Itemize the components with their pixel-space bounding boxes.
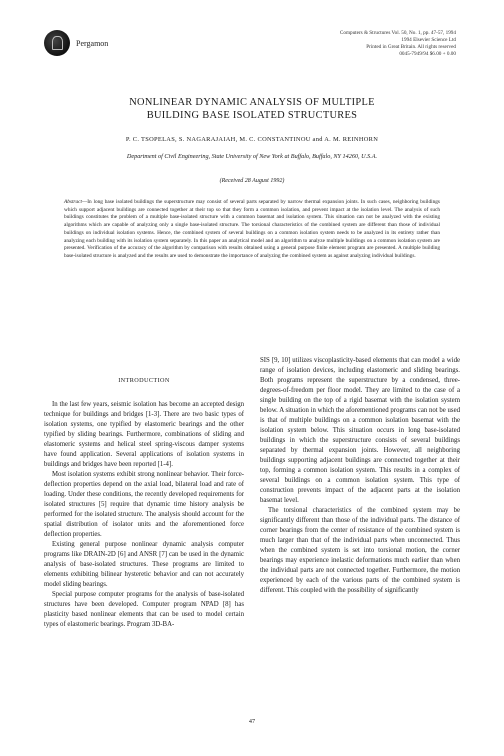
title-line: NONLINEAR DYNAMIC ANALYSIS OF MULTIPLE: [129, 97, 375, 108]
authors: P. C. TSOPELAS, S. NAGARAJAIAH, M. C. CONSTANTINOU and A. M. REINHORN: [125, 136, 379, 143]
paragraph: The torsional characteristics of the combined system may be significantly different than those of the individual parts. The distance of corner bearings from the center of resistance of the combined system is much larger than that of the individual parts when unconnected. Thus when the combined system is set into torsional motion, the corner bearings may experience inelastic deformations much earlier than when the individual parts are not connected together. Furthermore, the motion experienced by each of the various parts of the combined system is different. This coupled with the possibility of significantly: [260, 507, 460, 594]
left-column: [44, 376, 244, 630]
title-line: BUILDING BASE ISOLATED STRUCTURES: [146, 110, 358, 121]
abstract-label: Abstract: [64, 199, 82, 205]
paragraph: In the last few years, seismic isolation has become an accepted design technique for buildings and bridges [1-3]. There are two basic types of isolation systems, one typified by elastomeric bearings and the other typified by sliding bearings. Furthermore, combinations of sliding and elastomeric systems and helical steel spring-viscous damper systems have found application. Several applications of isolation systems in buildings and bridges have been reported [1-4].: [44, 401, 244, 468]
section-heading-introduction: INTRODUCTION: [118, 377, 170, 384]
paragraph: Existing general purpose nonlinear dynamic analysis computer programs like DRAIN-2D [6] and ANSR [7] can be used in the dynamic analysis of base-isolated structures. These programs are limited to elements exhibiting bilinear hysteretic behavior and can not accurately model sliding bearings.: [44, 541, 244, 588]
paper-title: [44, 96, 460, 122]
right-column: [260, 356, 460, 596]
journal-line: Printed in Great Britain. All rights reserved: [366, 44, 456, 50]
journal-info: [306, 30, 456, 58]
abstract-text: In long base isolated buildings the superstructure may consist of several parts separated by narrow thermal expansion joints. In such cases, neighboring buildings which support adjacent buildings are connected together at their top so that they form a common isolation, and prevent impact at the isolation level. The analysis of such buildings constitutes the problem of a multiple base-isolated structure with a common basemat and isolation system. This situation can not be analyzed with the existing algorithms which are capable of analyzing only a single base-isolated structure. The torsional characteristics of the combined system are different than those of individual buildings on individual isolation systems. Hence, the combined system of several buildings on a common isolation system needs to be analyzed in its entirety rather than analyzing each building with its isolation system separately. In this paper an analytical model and an algorithm to analyze multiple buildings on a common isolation system are presented. Verification of the accuracy of the algorithm by comparison with results obtained using a general purpose finite element program are presented. A multiple building base-isolated structure is analyzed and the results are used to demonstrate the importance of analyzing the combined system as against analyzing individual buildings.: [64, 199, 440, 259]
affiliation: Department of Civil Engineering, State University of New York at Buffalo, Buffalo, NY 14260, U.S.A.: [126, 153, 378, 160]
journal-line: Computers & Structures Vol. 50, No. 1, pp. 47-57, 1994: [339, 30, 456, 36]
received-date: (Received 28 August 1992): [219, 178, 285, 184]
paragraph: SIS [9, 10] utilizes viscoplasticity-based elements that can model a wide range of isolation devices, including elastomeric and sliding bearings. Both programs represent the superstructure by a condensed, three-degrees-of-freedom per floor model. They are limited to the case of a single building on the top of a rigid basemat with the isolation system below. A situation in which the aforementioned programs can not be used is that of multiple buildings on a common isolation basemat with the isolation system below. This situation occurs in long base-isolated buildings in which the superstructure consists of several buildings separated by thermal expansion joints. However, all neighboring buildings supporting adjacent buildings are connected together at their top, forming a common isolation system. This results in a complex of several buildings on a common isolation system. This type of construction prevents impact of the adjacent parts at the isolation basemat level.: [260, 357, 460, 504]
publisher-logo-group: [44, 30, 108, 56]
journal-line: 0045-7949/94 $6.00 + 0.00: [399, 51, 456, 57]
publisher-name: Pergamon: [76, 38, 109, 48]
paragraph: Special purpose computer programs for the analysis of base-isolated structures have been developed. Computer program NPAD [8] has plasticity based nonlinear elements that can be used to model certain types of elastomeric bearings. Program 3D-BA-: [44, 591, 244, 628]
pergamon-logo-icon: [44, 30, 70, 56]
paragraph: Most isolation systems exhibit strong nonlinear behavior. Their force-deflection properties depend on the axial load, bilateral load and rate of loading. Under these conditions, the recently developed requirements for isolated structures [5] require that dynamic time history analysis be performed for the isolated structure. The analysis should account for the spatial distribution of isolator units and the aforementioned force deflection properties.: [44, 471, 244, 538]
page-number: 47: [248, 718, 256, 725]
journal-line: 1994 Elsevier Science Ltd: [401, 37, 456, 43]
abstract: Abstract—In long base isolated buildings the superstructure may consist of several parts separated by narrow thermal expansion joints. In such cases, neighboring buildings which support adjacent buildings are connected together at their top so that they form a common isolation, and prevent impact at the isolation level. The analysis of such buildings constitutes the problem of a multiple base-isolated structure with a common basemat and isolation system. This situation can not be analyzed with the existing algorithms which are capable of analyzing only a single base-isolated structure. The torsional characteristics of the combined system are different than those of individual buildings on individual isolation systems. Hence, the combined system of several buildings on a common isolation system needs to be analyzed in its entirety rather than analyzing each building with its isolation system separately. In this paper an analytical model and an algorithm to analyze multiple buildings on a common isolation system are presented. Verification of the accuracy of the algorithm by comparison with results obtained using a general purpose finite element program are presented. A multiple building base-isolated structure is analyzed and the results are used to demonstrate the importance of analyzing the combined system as against analyzing individual buildings.: [64, 199, 440, 259]
